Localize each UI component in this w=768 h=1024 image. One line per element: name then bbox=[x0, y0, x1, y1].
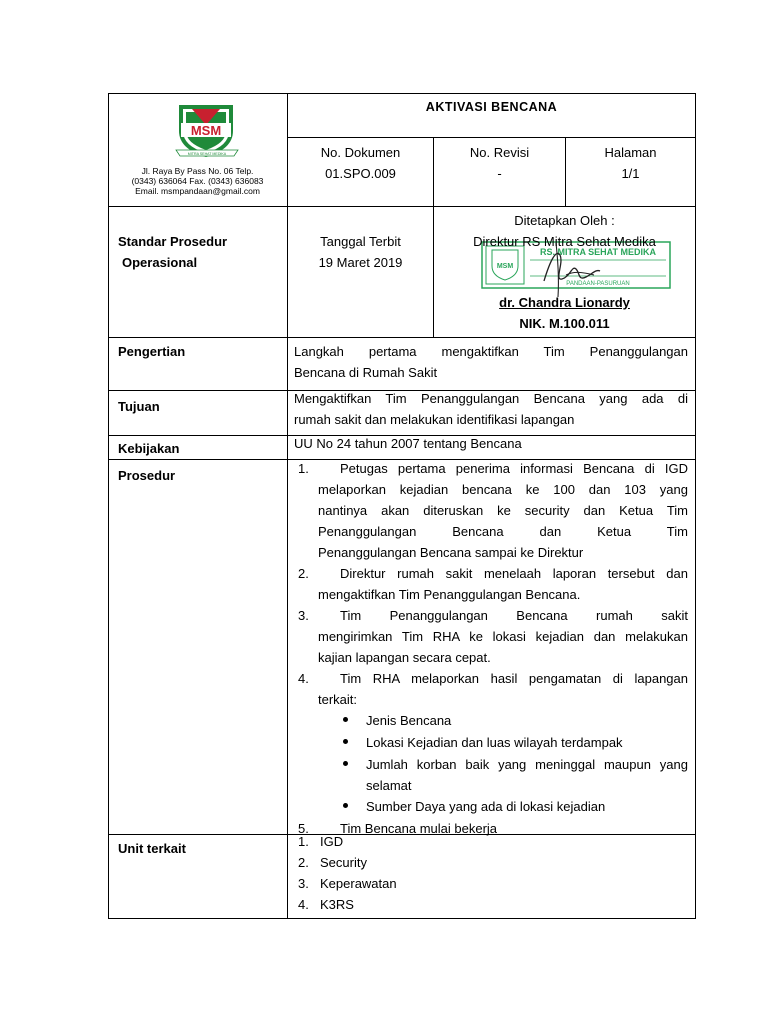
issued-label: Tanggal Terbit bbox=[320, 234, 401, 249]
report-item-3-line2: selamat bbox=[366, 778, 412, 793]
sop-label-line1: Standar Prosedur bbox=[118, 234, 228, 249]
step-number: 2. bbox=[298, 566, 309, 581]
sop-label-line2: Operasional bbox=[122, 255, 198, 270]
step4-line1: Tim RHA melaporkan hasil pengamatan di lapangan bbox=[340, 671, 688, 686]
step1-line2: melaporkan kejadian bencana ke 100 dan 103 yang bbox=[318, 482, 688, 497]
doc-number-value: 01.SPO.009 bbox=[325, 166, 396, 181]
column-divider bbox=[287, 93, 288, 919]
unit-item: IGD bbox=[320, 834, 344, 849]
step3-line1: Tim Penanggulangan Bencana rumah sakit bbox=[340, 608, 688, 623]
report-item-1: Jenis Bencana bbox=[366, 713, 452, 728]
issued-date: 19 Maret 2019 bbox=[318, 255, 403, 270]
revision-label: No. Revisi bbox=[469, 145, 530, 160]
kebijakan-label: Kebijakan bbox=[118, 441, 180, 456]
sop-divider bbox=[108, 337, 696, 338]
stamp-subtitle: PANDAAN-PASURUAN bbox=[566, 281, 630, 287]
signer-name: dr. Chandra Lionardy bbox=[499, 295, 630, 310]
step2-line1: Direktur rumah sakit menelaah laporan tersebut dan bbox=[340, 566, 688, 581]
sop-document bbox=[108, 93, 696, 919]
tujuan-text-line1: Mengaktifkan Tim Penanggulangan Bencana yang ada di bbox=[294, 391, 688, 406]
svg-text:MSM: MSM bbox=[496, 263, 514, 270]
kebijakan-text: UU No 24 tahun 2007 tentang Bencana bbox=[294, 436, 522, 451]
unit-item: Keperawatan bbox=[320, 876, 397, 891]
step-number: 5. bbox=[298, 821, 309, 836]
hospital-address-line2: (0343) 636064 Fax. (0343) 636083 bbox=[131, 176, 264, 186]
pengertian-label: Pengertian bbox=[118, 344, 186, 359]
report-item-2: Lokasi Kejadian dan luas wilayah terdampak bbox=[366, 735, 623, 750]
step4-line2: terkait: bbox=[318, 692, 358, 707]
revision-value: - bbox=[497, 166, 502, 181]
border-right bbox=[695, 93, 696, 919]
step1-line3: nantinya akan diteruskan ke security dan Ketua Tim bbox=[318, 503, 688, 518]
hospital-address-line1: Jl. Raya By Pass No. 06 Telp. bbox=[141, 166, 254, 176]
report-item-3-line1: Jumlah korban baik yang meninggal maupun yang bbox=[366, 757, 688, 772]
pengertian-text-line1: Langkah pertama mengaktifkan Tim Penanggulangan bbox=[294, 344, 688, 359]
border-top bbox=[108, 93, 696, 94]
unit-number: 4. bbox=[298, 897, 309, 912]
prosedur-label: Prosedur bbox=[118, 468, 176, 483]
step3-line2: mengirimkan Tim RHA ke lokasi kejadian dan melakukan bbox=[318, 629, 688, 644]
step1-line1: Petugas pertama penerima informasi Bencana di IGD bbox=[340, 461, 688, 476]
page-label: Halaman bbox=[604, 145, 657, 160]
logo-motto: MITRA SEHAT MEDIKA bbox=[187, 152, 227, 156]
pengertian-text-line2: Bencana di Rumah Sakit bbox=[294, 365, 438, 380]
signer-nik: NIK. M.100.011 bbox=[519, 316, 610, 331]
approved-organization: Direktur RS Mitra Sehat Medika bbox=[473, 234, 656, 249]
document-title: AKTIVASI BENCANA bbox=[425, 100, 558, 114]
unit-label: Unit terkait bbox=[118, 841, 186, 856]
logo-ribbon-icon bbox=[174, 149, 240, 157]
stamp-title: RS. MITRA SEHAT MEDIKA bbox=[540, 247, 656, 257]
title-divider bbox=[287, 137, 696, 138]
step-number: 3. bbox=[298, 608, 309, 623]
step5-line1: Tim Bencana mulai bekerja bbox=[340, 821, 498, 836]
report-item-4: Sumber Daya yang ada di lokasi kejadian bbox=[366, 799, 606, 814]
unit-number: 2. bbox=[298, 855, 309, 870]
header-divider bbox=[108, 206, 696, 207]
unit-item: Security bbox=[320, 855, 367, 870]
logo-letters: MSM bbox=[190, 123, 222, 138]
step1-line5: Penanggulangan Bencana sampai ke Direktur bbox=[318, 545, 584, 560]
approved-by-label: Ditetapkan Oleh : bbox=[514, 213, 615, 228]
tujuan-label: Tujuan bbox=[118, 399, 160, 414]
step-number: 1. bbox=[298, 461, 309, 476]
step2-line2: mengaktifkan Tim Penanggulangan Bencana. bbox=[318, 587, 581, 602]
border-bottom bbox=[108, 918, 696, 919]
tujuan-text-line2: rumah sakit dan melakukan identifikasi lapangan bbox=[294, 412, 575, 427]
hospital-email: Email. msmpandaan@gmail.com bbox=[135, 186, 260, 196]
bullet-icon bbox=[343, 739, 348, 744]
doc-number-label: No. Dokumen bbox=[320, 145, 401, 160]
step1-line4: Penanggulangan Bencana dan Ketua Tim bbox=[318, 524, 688, 539]
bullet-icon bbox=[343, 717, 348, 722]
page-value: 1/1 bbox=[621, 166, 640, 181]
border-left bbox=[108, 93, 109, 919]
unit-number: 1. bbox=[298, 834, 309, 849]
bullet-icon bbox=[343, 803, 348, 808]
bullet-icon bbox=[343, 761, 348, 766]
step3-line3: kajian lapangan secara cepat. bbox=[318, 650, 491, 665]
unit-item: K3RS bbox=[320, 897, 354, 912]
step-number: 4. bbox=[298, 671, 309, 686]
unit-number: 3. bbox=[298, 876, 309, 891]
